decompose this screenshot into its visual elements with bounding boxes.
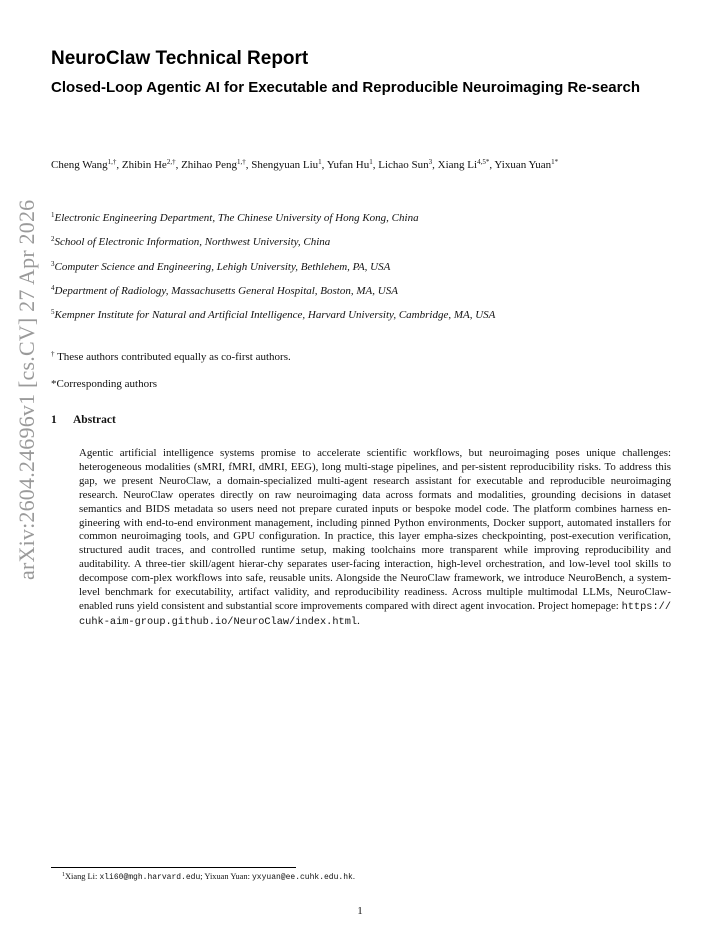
author-name: Zhihao Peng bbox=[181, 159, 237, 171]
section-heading bbox=[51, 414, 116, 426]
affiliation bbox=[51, 236, 330, 248]
author-affiliation-mark: 1,† bbox=[237, 158, 246, 166]
affiliation-number: 3 bbox=[51, 260, 55, 268]
author-name: Yixuan Yuan bbox=[494, 159, 552, 171]
affiliation-number: 2 bbox=[51, 235, 55, 243]
author-name: Zhibin He bbox=[121, 159, 167, 171]
author-name: Shengyuan Liu bbox=[251, 159, 319, 171]
author-name: Xiang Li bbox=[437, 159, 478, 171]
author-affiliation-mark: 2,† bbox=[166, 158, 176, 166]
abstract-paragraph bbox=[79, 447, 671, 630]
author-name: Cheng Wang bbox=[51, 159, 108, 171]
cofirst-author-note bbox=[51, 351, 291, 363]
author-affiliation-mark: 1 bbox=[318, 158, 322, 166]
affiliation-number: 4 bbox=[51, 284, 55, 292]
affiliation-number: 1 bbox=[51, 211, 55, 219]
author-list: Cheng Wang$^{1,\dagger}$, Zhibin $He^{2,\dagger}$, Zhihao Peng$^{1,\dagger}$, Shengyuan Liu$^1$, Yufan Hu$^1$, Lichao Sun$^3$, Xiang $Li^{4,5*}$, Yixuan Yuan$^{1*}$ bbox=[51, 158, 559, 171]
affiliation bbox=[51, 212, 419, 224]
author-affiliation-mark: 1* bbox=[551, 158, 559, 166]
section-title: Abstract bbox=[73, 414, 116, 426]
author-affiliation-mark: 4,5* bbox=[477, 158, 490, 166]
homepage-link[interactable]: https://cuhk-aim-group.github.io/NeuroClaw/index.html bbox=[79, 600, 671, 628]
affiliation-text: School of Electronic Information, Northwest University, China bbox=[54, 236, 331, 248]
email-link[interactable]: yxyuan@ee.cuhk.edu.hk bbox=[251, 873, 353, 882]
affiliation-text: Department of Radiology, Massachusetts General Hospital, Boston, MA, USA bbox=[54, 285, 398, 297]
affiliation bbox=[51, 309, 495, 321]
affiliation-text: Electronic Engineering Department, The Chinese University of Hong Kong, China bbox=[54, 212, 419, 224]
author-affiliation-mark: 1,† bbox=[107, 158, 117, 166]
corresponding-author-note: *Corresponding authors bbox=[51, 378, 158, 390]
abstract-text: Agentic artificial intelligence systems promise to accelerate scientific workflows, but neuroimaging poses unique challenges: heterogeneous modalities (sMRI, fMRI, dMRI, EEG), long multi-stage pipelines, and per-sistent reproducibility risks. To address this gap, we present NeuroClaw, a domain-specialized multi-agent research assistant for executable and reproducible neuroimaging research. NeuroClaw operates directly on raw neuroimaging data across formats and modalities, grounding decisions in dataset semantics and BIDS metadata so users need not prepare curated inputs or bespoke model code. The platform combines harness en-gineering with end-to-end environment management, including pinned Python environments, Docker support, automated installers for common neuroimaging tools, and GPU configuration. In practice, this layer empha-sizes checkpointing, post-execution verification, structured audit traces, and controlled runtime setup, making toolchains more transparent while improving reproducibility and auditability. A three-tier skill/agent hierar-chy separates user-facing interaction, high-level orchestration, and low-level tool skills to decompose com-plex workflows into safe, reusable units. Alongside the NeuroClaw framework, we introduce NeuroBench, a system-level benchmark for executability, artifact validity, and reproducibility readiness. Across multiple multimodal LLMs, NeuroClaw-enabled runs yield consistent and substantial score improvements compared with direct agent invocation. Project homepage: bbox=[79, 447, 671, 612]
dagger-mark: † bbox=[51, 350, 55, 358]
email-link[interactable]: xli60@mgh.harvard.edu bbox=[99, 873, 201, 882]
footnote-mark: 1 bbox=[62, 872, 65, 878]
abstract-end-punctuation: . bbox=[357, 614, 360, 627]
footnote-name: Yixuan Yuan bbox=[204, 872, 248, 881]
affiliation bbox=[51, 285, 398, 297]
affiliation-text: Kempner Institute for Natural and Artificial Intelligence, Harvard University, Cambridge, MA, USA bbox=[54, 309, 496, 321]
affiliation-number: 5 bbox=[51, 308, 55, 316]
author-name: Yufan Hu bbox=[326, 159, 370, 171]
paper-subtitle: Closed-Loop Agentic AI for Executable and Reproducible Neuroimaging Re-search bbox=[51, 79, 640, 96]
footnote: $^1$Xiang Li: xli60@mgh.harvard.edu; Yixuan Yuan: yxyuan@ee.cuhk.edu.hk. bbox=[62, 872, 355, 882]
author-affiliation-mark: 1 bbox=[369, 158, 373, 166]
affiliation bbox=[51, 261, 390, 273]
footnote-name: Xiang Li bbox=[65, 872, 96, 881]
arxiv-margin-stamp: arXiv:2604.24696v1 [cs.CV] 27 Apr 2026 bbox=[14, 199, 39, 580]
affiliation-text: Computer Science and Engineering, Lehigh University, Bethlehem, PA, USA bbox=[54, 261, 391, 273]
section-number: 1 bbox=[51, 414, 57, 426]
page-number: 1 bbox=[357, 905, 363, 917]
cofirst-author-text: These authors contributed equally as co-first authors. bbox=[57, 351, 291, 363]
author-affiliation-mark: 3 bbox=[428, 158, 433, 166]
paper-title: NeuroClaw Technical Report bbox=[51, 48, 309, 69]
footnote-divider bbox=[51, 867, 296, 868]
author-name: Lichao Sun bbox=[378, 159, 429, 171]
